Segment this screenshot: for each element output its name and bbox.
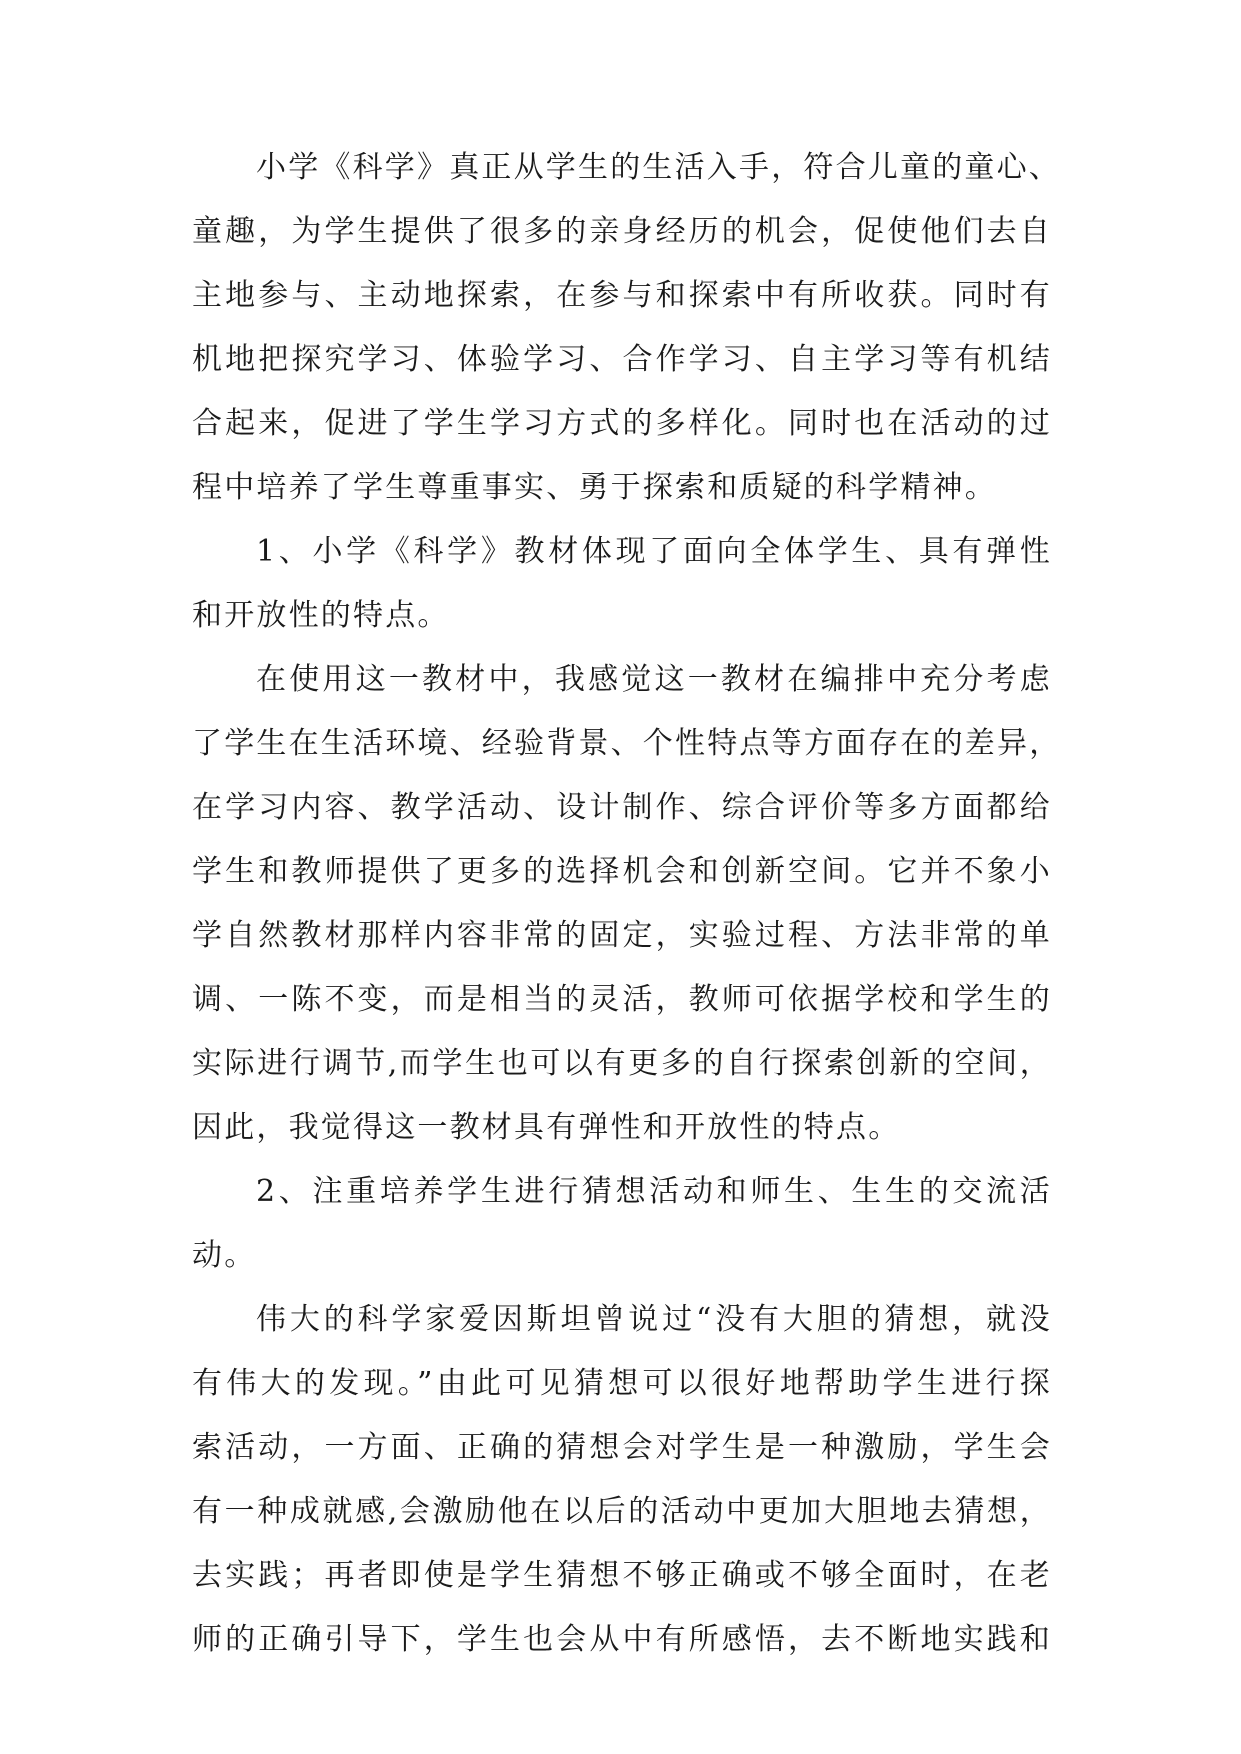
paragraph-1-line-4: 机地把探究学习、体验学习、合作学习、自主学习等有机结 xyxy=(192,342,1052,377)
paragraph-2-line-4: 学生和教师提供了更多的选择机会和创新空间。它并不象小 xyxy=(192,854,1052,889)
paragraph-1-line-3: 主地参与、主动地探索，在参与和探索中有所收获。同时有 xyxy=(192,278,1052,313)
paragraph-2-line-3: 在学习内容、教学活动、设计制作、综合评价等多方面都给 xyxy=(192,790,1052,825)
paragraph-1-line-5: 合起来，促进了学生学习方式的多样化。同时也在活动的过 xyxy=(192,406,1052,441)
paragraph-2-line-6: 调、一陈不变，而是相当的灵活，教师可依据学校和学生的 xyxy=(192,982,1052,1017)
heading-2-line-2: 动。 xyxy=(192,1238,257,1273)
paragraph-1-line-2: 童趣，为学生提供了很多的亲身经历的机会，促使他们去自 xyxy=(192,214,1052,249)
paragraph-2-line-2: 了学生在生活环境、经验背景、个性特点等方面存在的差异， xyxy=(192,726,1062,761)
paragraph-2-line-8: 因此，我觉得这一教材具有弹性和开放性的特点。 xyxy=(192,1110,901,1145)
paragraph-1-line-1: 小学《科学》真正从学生的生活入手，符合儿童的童心、 xyxy=(256,150,1061,185)
paragraph-3-line-1: 伟大的科学家爱因斯坦曾说过“没有大胆的猜想，就没 xyxy=(256,1302,1052,1337)
paragraph-3-line-6: 师的正确引导下，学生也会从中有所感悟，去不断地实践和 xyxy=(192,1622,1052,1657)
heading-2-line-1: 2、注重培养学生进行猜想活动和师生、生生的交流活 xyxy=(256,1174,1052,1209)
paragraph-1-line-6: 程中培养了学生尊重事实、勇于探索和质疑的科学精神。 xyxy=(192,470,997,505)
heading-1-line-2: 和开放性的特点。 xyxy=(192,598,450,633)
paragraph-2-line-1: 在使用这一教材中，我感觉这一教材在编排中充分考虑 xyxy=(256,662,1052,697)
paragraph-3-line-5: 去实践；再者即使是学生猜想不够正确或不够全面时，在老 xyxy=(192,1558,1052,1593)
paragraph-2-line-7: 实际进行调节,而学生也可以有更多的自行探索创新的空间， xyxy=(192,1046,1052,1081)
heading-1-line-1: 1、小学《科学》教材体现了面向全体学生、具有弹性 xyxy=(256,534,1052,569)
paragraph-3-line-4: 有一种成就感,会激励他在以后的活动中更加大胆地去猜想， xyxy=(192,1494,1052,1529)
paragraph-2-line-5: 学自然教材那样内容非常的固定，实验过程、方法非常的单 xyxy=(192,918,1052,953)
paragraph-3-line-2: 有伟大的发现。”由此可见猜想可以很好地帮助学生进行探 xyxy=(192,1366,1052,1401)
paragraph-3-line-3: 索活动，一方面、正确的猜想会对学生是一种激励，学生会 xyxy=(192,1430,1052,1465)
